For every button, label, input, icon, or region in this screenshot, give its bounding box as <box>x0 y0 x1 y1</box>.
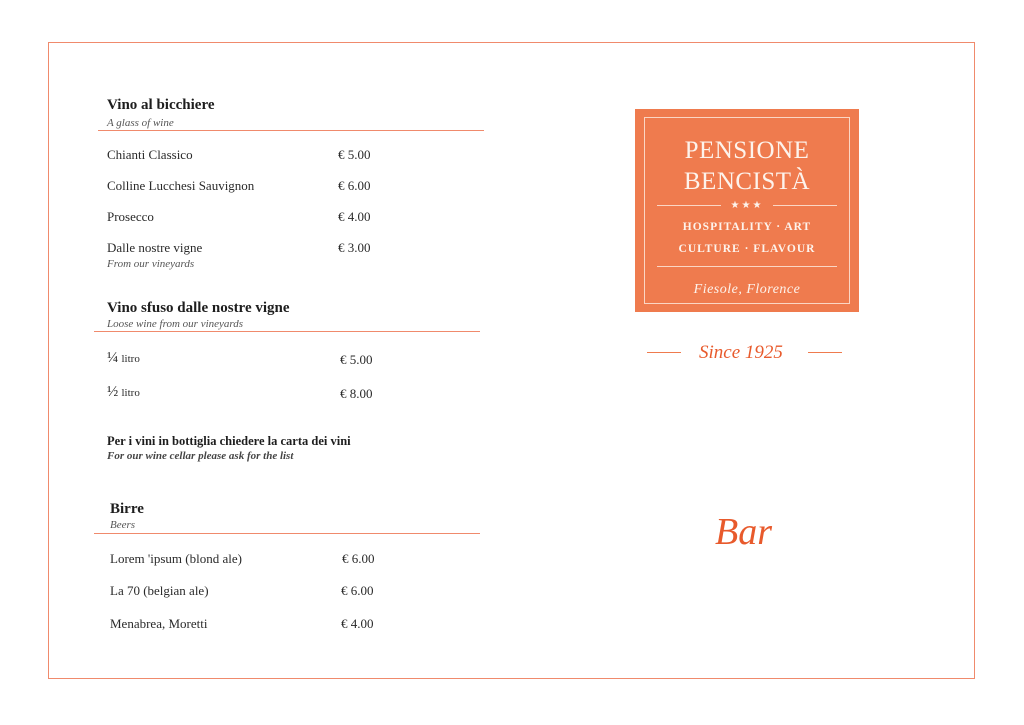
section-subtitle-glass: A glass of wine <box>107 117 174 129</box>
star-icons: ★★★ <box>730 200 764 211</box>
section-title-glass: Vino al bicchiere <box>107 97 215 113</box>
menu-item-price: € 4.00 <box>341 616 374 631</box>
menu-item-price: € 6.00 <box>341 583 374 598</box>
menu-item-price: € 8.00 <box>340 386 373 401</box>
section-title-loose: Vino sfuso dalle nostre vigne <box>107 300 290 316</box>
menu-item-price: € 3.00 <box>338 240 371 255</box>
menu-item-price: € 5.00 <box>338 147 371 162</box>
cellar-note: Per i vini in bottiglia chiedere la carta dei vini <box>107 434 351 448</box>
cellar-note-translation: For our wine cellar please ask for the list <box>107 450 294 462</box>
unit: litro <box>121 387 140 399</box>
menu-item-name: Menabrea, Moretti <box>110 616 208 631</box>
menu-item-note: From our vineyards <box>107 258 195 270</box>
section-subtitle-loose: Loose wine from our vineyards <box>107 318 244 330</box>
logo-frame <box>644 117 850 304</box>
section-rule-glass <box>98 130 484 131</box>
logo-place: Fiesole, Florence <box>693 282 801 297</box>
menu-item-price: € 4.00 <box>338 209 371 224</box>
menu-item-price: € 6.00 <box>342 551 375 566</box>
menu-item-name <box>107 350 140 367</box>
menu-item-name: Colline Lucchesi Sauvignon <box>107 178 255 193</box>
menu-item-name <box>107 384 140 401</box>
since-rule-right <box>808 352 842 353</box>
menu-item-price: € 5.00 <box>340 352 373 367</box>
menu-item-name: Prosecco <box>107 209 154 224</box>
section-title-beers: Birre <box>110 501 144 517</box>
logo-name-line1: PENSIONE <box>684 137 810 164</box>
since-rule-left <box>647 352 681 353</box>
section-rule-beers <box>94 533 480 534</box>
menu-item-name: Dalle nostre vigne <box>107 240 203 255</box>
menu-item-name: Lorem 'ipsum (blond ale) <box>110 551 242 566</box>
menu-title: Bar <box>715 511 772 553</box>
logo-name-line2: BENCISTÀ <box>683 168 811 195</box>
fraction: ¼ <box>107 350 119 366</box>
since-year: Since 1925 <box>699 342 783 363</box>
menu-item-price: € 6.00 <box>338 178 371 193</box>
unit: litro <box>121 353 140 365</box>
menu-item-name: La 70 (belgian ale) <box>110 583 209 598</box>
logo-rule-right <box>773 205 837 206</box>
section-subtitle-beers: Beers <box>110 519 136 531</box>
logo-tagline-1: HOSPITALITY · ART <box>682 221 812 233</box>
pensione-logo <box>635 109 859 312</box>
menu-item-name: Chianti Classico <box>107 147 193 162</box>
fraction: ½ <box>107 384 119 400</box>
section-rule-loose <box>94 331 480 332</box>
logo-rule-bottom <box>657 266 837 267</box>
logo-tagline-2: CULTURE · FLAVOUR <box>678 243 816 255</box>
